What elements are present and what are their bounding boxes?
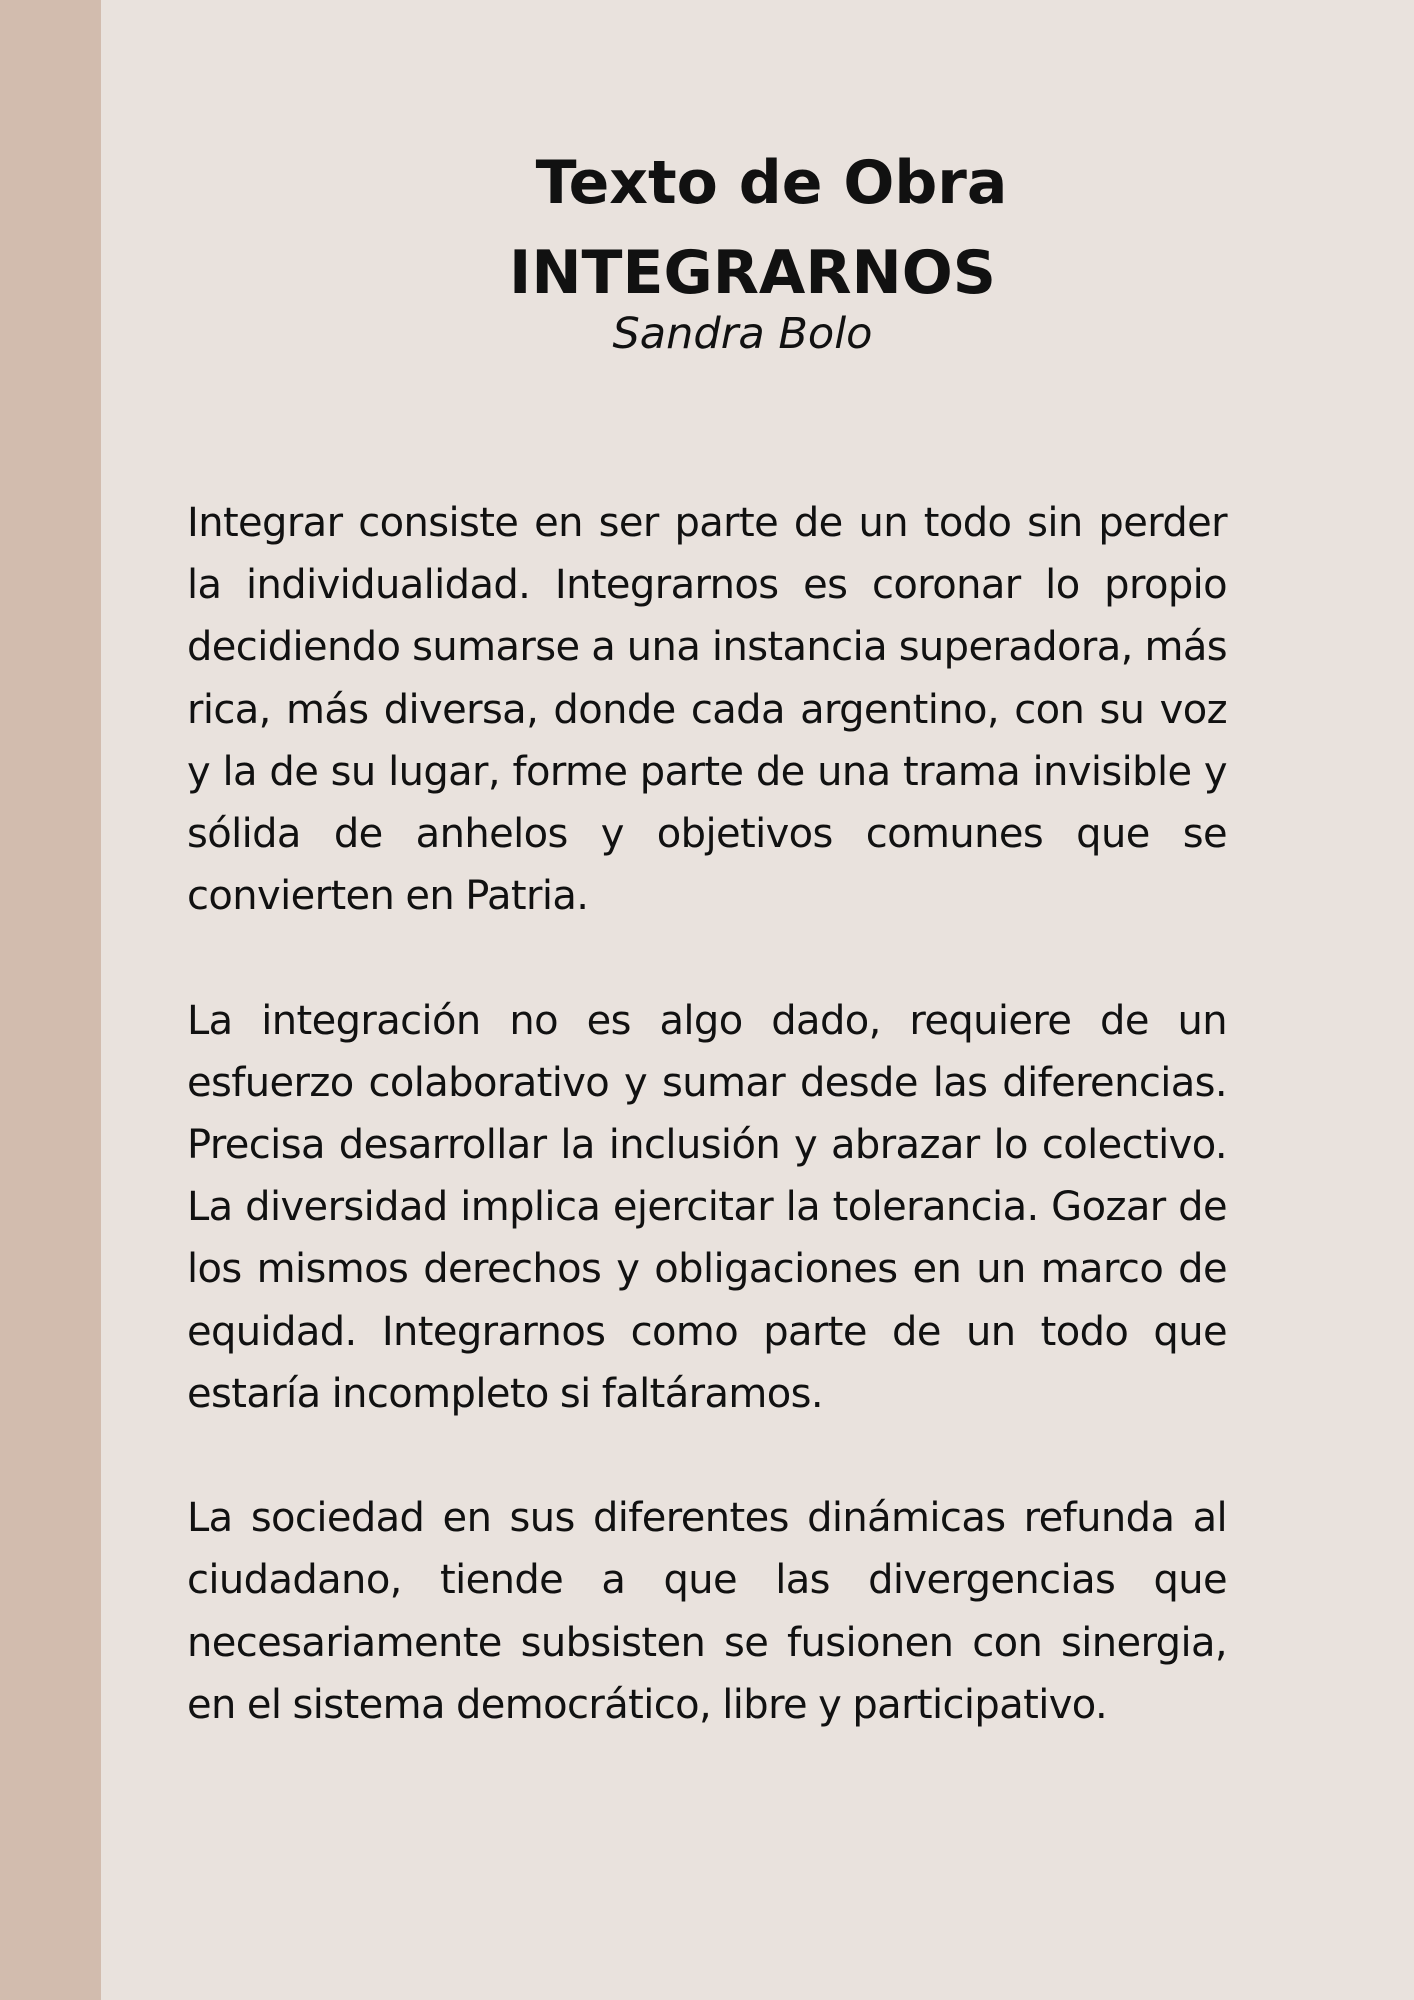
work-title: INTEGRARNOS — [509, 238, 996, 308]
author-name: Sandra Bolo — [612, 309, 873, 359]
document-title: Texto de Obra — [535, 148, 1008, 218]
document-header — [101, 138, 1414, 378]
paragraph-2: La integración no es algo dado, requiere de un esfuerzo colaborativo y sumar desde las diferencias. Precisa desarrollar la inclusión y abrazar lo colectivo. La diversidad implica ejercitar la tolerancia. Gozar de los mismos derechos y obligaciones en un marco de equidad. Integrarnos como parte de un todo que estaría incompleto si faltáramos. — [187, 997, 1227, 1417]
decorative-side-band — [0, 0, 101, 2000]
document-body — [187, 492, 1227, 1798]
paragraph-3: La sociedad en sus diferentes dinámicas refunda al ciudadano, tiende a que las divergencias que necesariamente subsisten se fusionen con sinergia, en el sistema democrático, libre y participativo. — [187, 1495, 1227, 1728]
paragraph-1: Integrar consiste en ser parte de un todo sin perder la individualidad. Integrarnos es coronar lo propio decidiendo sumarse a una instancia superadora, más rica, más diversa, donde cada argentino, con su voz y la de su lugar, forme parte de una trama invisible y sólida de anhelos y objetivos comunes que se convierten en Patria. — [187, 500, 1227, 920]
